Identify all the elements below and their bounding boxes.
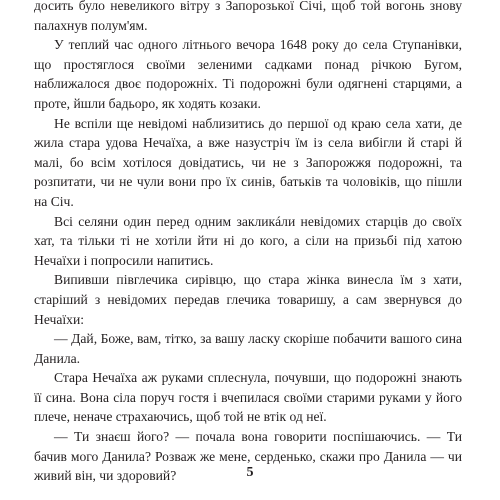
- page-number: 5: [246, 465, 254, 480]
- paragraph: Випивши півглечика сирівцю, що стара жінка винесла їм з хати, старіший з невідомих передав глечика товаришу, а сам звернувся до Нечаїхи:: [34, 272, 462, 327]
- paragraph: У теплий час одного літнього вечора 1648 року до села Ступанівки, що простяглося своїми зеленими садками понад річкою Бугом, наближалося двоє подорожніх. Ті подорожні були одягнені старцями, а проте, йшли бадьоро, як ходять козаки.: [34, 37, 462, 111]
- paragraph: — Дай, Боже, вам, тітко, за вашу ласку скоріше побачити вашого сина Данила.: [34, 331, 462, 366]
- paragraph: — Ти знаєш його? — почала вона говорити поспішаючись. — Ти бачив мого Данила? Розваж же мене, серденько, скажи про Данила — чи живий він, чи здоровий?: [34, 429, 462, 484]
- paragraph: Стара Нечаїха аж руками сплеснула, почувши, що подорожні знають її сина. Вона сіла поруч гостя і вчепилася своїми старими руками у його плече, неначе страхаючись, щоб той не втік од неї.: [34, 370, 462, 425]
- paragraph: досить було невеликого вітру з Запорозької Січі, щоб той вогонь знову палахнув полум'ям.: [34, 0, 462, 33]
- paragraph: Всі селяни один перед одним закликáли невідомих старців до своїх хат, та тільки ті не хотіли йти ні до кого, а сіли на призьбі під хатою Нечаїхи і попросили напитись.: [34, 213, 462, 268]
- text-body: [34, 0, 462, 486]
- paragraph: Не вспіли ще невідомі наблизитись до першої од краю села хати, де жила стара удова Нечаїха, а вже назустріч їм із села вибігли й старі й малі, бо всім хотілося довідатись, чи не з Запорожжя подорожні, та розпитати, чи не чули вони про їх синів, батьків та чоловіків, що пішли на Січ.: [34, 115, 462, 209]
